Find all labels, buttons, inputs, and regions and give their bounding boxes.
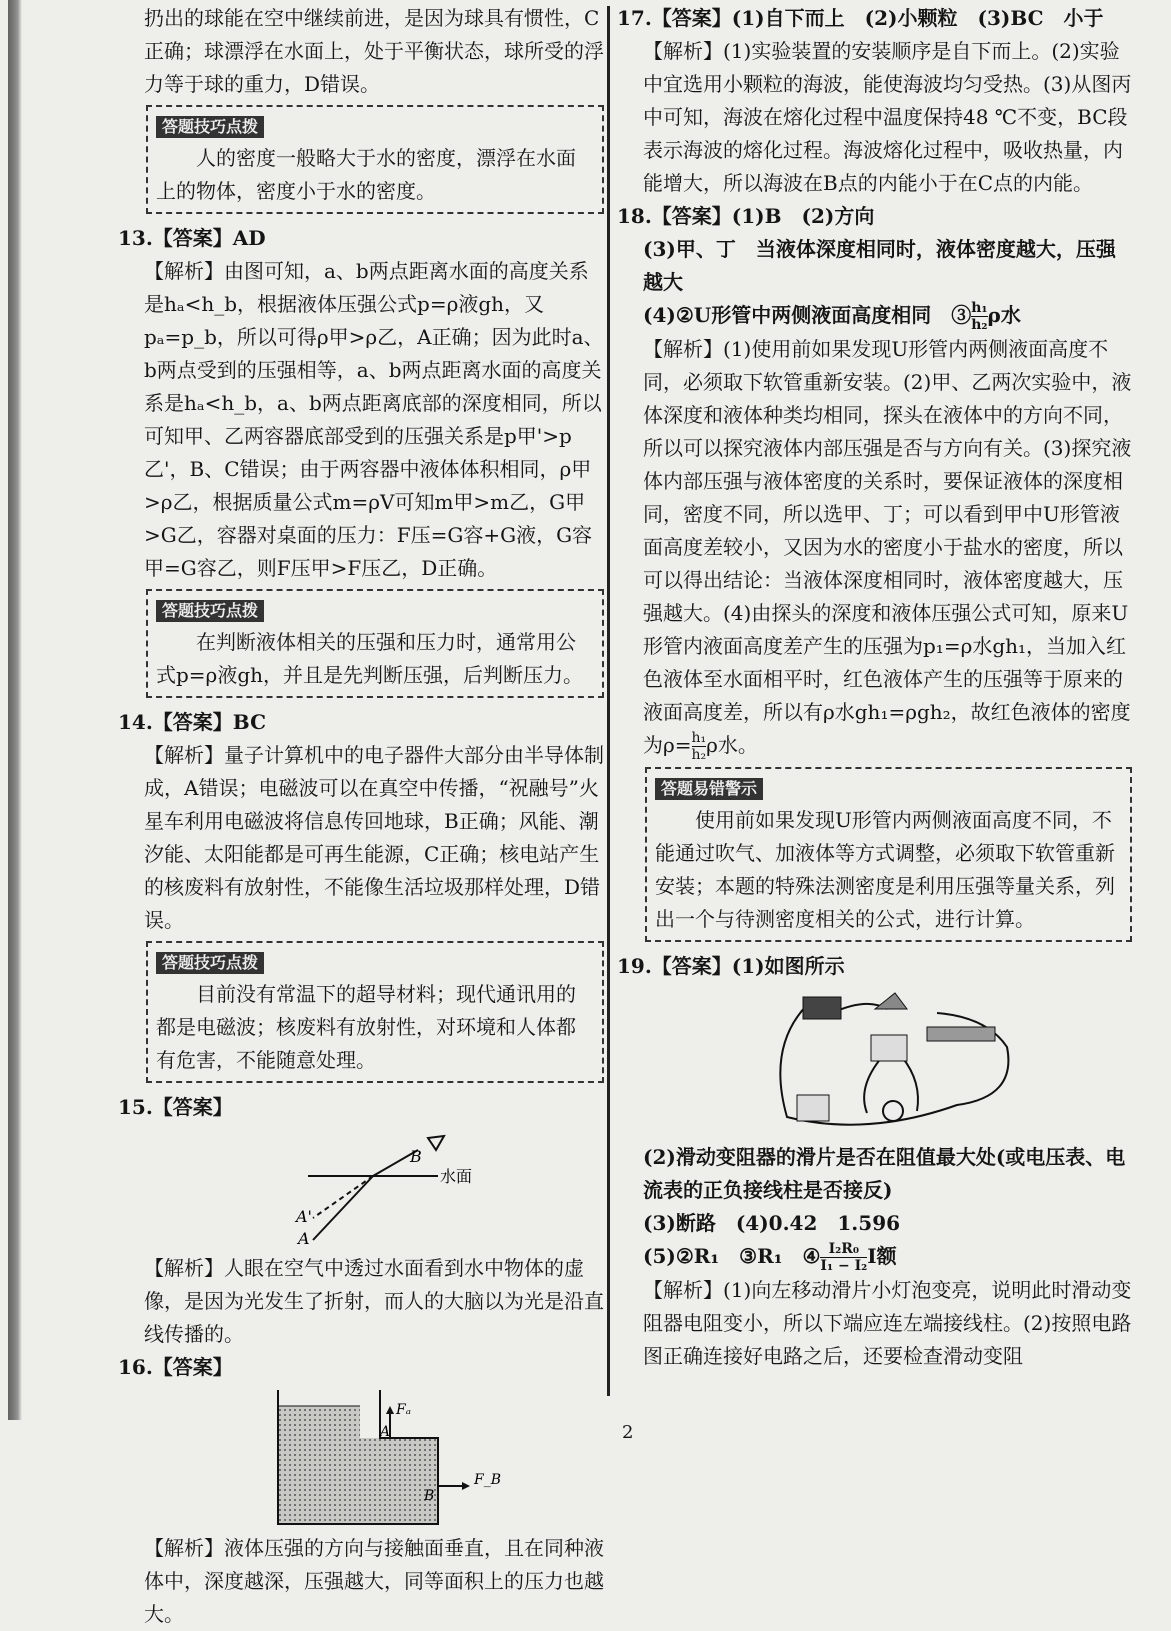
q19-part5-text: (5)②R₁ ③R₁ ④ [643,1244,821,1268]
fraction-numerator: I₂R₀ [820,1241,867,1258]
fraction-denominator: I₁ − I₂ [820,1258,868,1274]
tip-heading: 答题技巧点拨 [156,116,264,138]
point-a-label: A [298,1229,310,1248]
q17-answer: 17.【答案】(1)自下而上 (2)小颗粒 (3)BC 小于 [617,6,1104,30]
column-divider [607,6,610,1396]
fraction-denominator: h₂ [971,317,988,333]
intro-line: 扔出的球能在空中继续前进，是因为球具有惯性，C [144,6,600,30]
q19-answer: 19.【答案】(1)如图所示 [617,954,845,978]
refraction-diagram [118,1128,604,1248]
page-number: 2 [622,1422,634,1443]
q17-analysis: 【解析】(1)实验装置的安装顺序是自下而上。(2)实验中宜选用小颗粒的海波，能使海波均匀受热。(3)从图丙中可知，海波在熔化过程中温度保持48 ℃不变，BC段表示海波的熔化过程。海波熔化过程中，吸收热量，内能增大，所以海波在B点的内能小于在C点的内能。 [643,39,1132,195]
intro-line: 正确；球漂浮在水面上，处于平衡状态，球所受的浮 [144,39,604,63]
point-a-prime-label: A' [296,1207,312,1226]
image-ray [313,1176,373,1218]
right-column [617,2,1132,1373]
bulb-icon [883,1101,903,1121]
circuit-wire [864,1057,882,1113]
q19-part3-4: (3)断路 (4)0.42 1.596 [643,1211,901,1235]
q19-analysis: 【解析】(1)向左移动滑片小灯泡变亮，说明此时滑动变阻器电阻变小，所以下端应连左端接线柱。(2)按照电路图正确连接好电路之后，还要检查滑动变阻 [643,1278,1132,1368]
q19-part5 [617,1240,1132,1274]
tip-text: 使用前如果发现U形管内两侧液面高度不同，不能通过吹气、加液体等方式调整，必须取下软管重新安装；本题的特殊法测密度是利用压强等量关系，列出一个与待测密度相关的公式，进行计算。 [655,808,1115,931]
q13-analysis: 【解析】由图可知，a、b两点距离水面的高度关系是hₐ<h_b，根据液体压强公式p=ρ液gh，又pₐ=p_b，所以可得ρ甲>ρ乙，A正确；因为此时a、b两点受到的压强相等，a、b两点距离水面的高度关系是hₐ<h_b，a、b两点距离底部的深度相同，所以可知甲、乙两容器底部受到的压强关系是p甲'>p乙'，B、C错误；由于两容器中液体体积相同，ρ甲>ρ乙，根据质量公式m=ρV可知m甲>m乙，G甲>G乙，容器对桌面的压力：F压=G容+G液，G容甲=G容乙，则F压甲>F压乙，D正确。 [144,259,604,580]
tip-heading: 答题技巧点拨 [156,952,264,974]
tip-box [146,941,604,1083]
q12-continued [118,2,604,101]
q18-analysis [617,333,1132,763]
tip-text: 目前没有常温下的超导材料；现代通讯用的都是电磁波；核废料有放射性，对环境和人体都有危害，不能随意处理。 [156,982,576,1072]
battery-icon [803,997,841,1019]
tip-heading: 答题易错警示 [655,778,763,800]
force-b-label: F_B [474,1472,502,1488]
tip-heading: 答题技巧点拨 [156,600,264,622]
q14-answer: 14.【答案】BC [118,710,266,734]
fraction-numerator: h₁ [691,730,707,746]
tip-box [146,105,604,214]
intro-line: 力等于球的重力，D错误。 [144,72,381,96]
circuit-diagram [617,987,1132,1137]
q18-part3: (3)甲、丁 当液体深度相同时，液体密度越大，压强越大 [643,237,1116,294]
pressure-figure [118,1388,604,1528]
q16-analysis: 【解析】液体压强的方向与接触面垂直，且在同种液体中，深度越深，压强越大，同等面积上的压力也越大。 [144,1536,604,1626]
force-a-label: Fₐ [396,1402,411,1418]
density-ratio-fraction [971,300,987,333]
fraction-tail: ρ水 [987,303,1021,327]
q15-answer: 15.【答案】 [118,1095,233,1119]
q19-part2: (2)滑动变阻器的滑片是否在阻值最大处(或电压表、电流表的正负接线柱是否接反) [643,1145,1126,1202]
density-fraction [692,730,707,763]
container-diagram [118,1388,604,1528]
switch-icon [875,993,907,1009]
force-a-arrowhead [386,1406,394,1414]
tip-box [645,767,1132,942]
scan-binding-edge [8,0,22,1420]
q15-analysis: 【解析】人眼在空气中透过水面看到水中物体的虚像，是因为光发生了折射，而人的大脑以为光是沿直线传播的。 [144,1256,604,1346]
q18-part4-text: (4)②U形管中两侧液面高度相同 ③ [643,303,972,327]
left-column [118,2,604,1631]
tip-box [146,589,604,698]
object-ray [313,1176,373,1240]
circuit-wire [902,1057,918,1111]
voltmeter-icon [871,1035,907,1061]
q18-answer: 18.【答案】(1)B (2)方向 [617,204,875,228]
power-fraction [820,1241,867,1274]
water-surface-label: 水面 [440,1167,473,1186]
rheostat-icon [927,1027,995,1041]
point-a-label: A [380,1424,391,1440]
q16-answer: 16.【答案】 [118,1355,233,1379]
fraction-denominator: h₂ [691,747,707,763]
eye-icon [428,1136,444,1150]
q18-analysis-tail: ρ水。 [706,733,758,757]
force-b-arrowhead [462,1482,470,1490]
point-b-label: B [424,1488,435,1504]
tip-text: 在判断液体相关的压强和压力时，通常用公式p=ρ液gh，并且是先判断压强，后判断压力。 [156,630,584,687]
fraction-tail: I额 [867,1244,897,1268]
q18-part4 [617,299,1132,333]
q18-analysis-text: 【解析】(1)使用前如果发现U形管内两侧液面高度不同，必须取下软管重新安装。(2)甲、乙两次实验中，液体深度和液体种类均相同，探头在液体中的方向不同，所以可以探究液体内部压强是否与方向有关。(3)探究液体内部压强与液体密度的关系时，要保证液体的深度相同，密度不同，所以选甲、丁；可以看到甲中U形管液面高度差较小，又因为水的密度小于盐水的密度，所以可以得出结论：当液体深度相同时，液体密度越大，压强越大。(4)由探头的深度和液体压强公式可知，原来U形管内液面高度差产生的压强为p₁=ρ水gh₁，当加入红色液体至水面相平时，红色液体产生的压强等于原来的液面高度差，所以有ρ水gh₁=ρgh₂，故红色液体的密度为ρ= [643,337,1132,757]
ammeter-icon [797,1095,829,1121]
q14-analysis: 【解析】量子计算机中的电子器件大部分由半导体制成，A错误；电磁波可以在真空中传播，“祝融号”火星车利用电磁波将信息传回地球，B正确；风能、潮汐能、太阳能都是可再生能源，C正确；核电站产生的核废料有放射性，不能像生活垃圾那样处理，D错误。 [144,743,604,932]
liquid-region [278,1406,438,1524]
point-b-label: B [410,1147,422,1166]
circuit-figure [617,987,1132,1137]
fraction-numerator: h₁ [971,300,988,316]
tip-text: 人的密度一般略大于水的密度，漂浮在水面上的物体，密度小于水的密度。 [156,146,576,203]
refraction-figure [118,1128,604,1248]
q13-answer: 13.【答案】AD [118,226,266,250]
